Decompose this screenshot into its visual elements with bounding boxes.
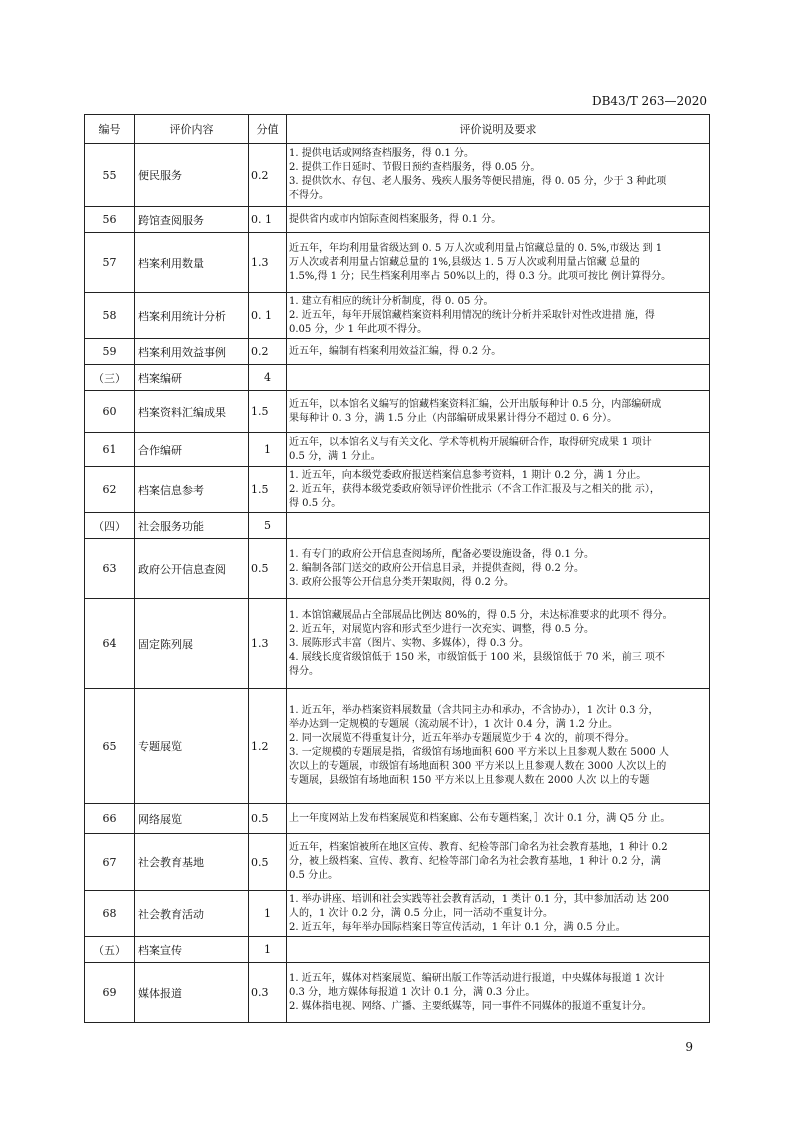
description-line: 0.5 分，满 1 分止。 [289, 450, 381, 462]
table-row [85, 539, 710, 599]
description-line: 1. 近五年，向本级党委政府报送档案信息参考资料，1 期计 0.2 分，满 1 分止。 [289, 469, 647, 481]
cell-score: 0.2 [249, 144, 287, 207]
description-line: 近五年，档案馆被所在地区宣传、教育、纪检等部门命名为社会教育基地，1 种计 0.2 [289, 842, 668, 853]
table-row [85, 233, 710, 293]
table-row [85, 293, 710, 339]
cell-description [287, 539, 710, 599]
table-row [85, 144, 710, 207]
description-line: 得分。 [289, 665, 319, 677]
cell-content: 档案利用数量 [135, 233, 249, 293]
description-line: 提供省内或市内馆际查阅档案服务，得 0.1 分。 [289, 213, 502, 225]
cell-content: 政府公开信息查阅 [135, 539, 249, 599]
cell-number: 61 [85, 433, 135, 467]
description-line: 2. 编制各部门送交的政府公开信息目录，并提供查阅，得 0.2 分。 [289, 562, 584, 574]
cell-score: 4 [249, 365, 287, 391]
page-number: 9 [685, 1040, 693, 1054]
cell-content: 档案编研 [135, 365, 249, 391]
cell-number: 68 [85, 891, 135, 937]
cell-content: 档案利用统计分析 [135, 293, 249, 339]
cell-content: 社会服务功能 [135, 513, 249, 539]
table-row [85, 891, 710, 937]
description-line: 0.3 分，地方媒体每报道 1 次计 0.1 分，满 0.3 分止。 [289, 986, 536, 998]
cell-number: 63 [85, 539, 135, 599]
cell-content: 档案资料汇编成果 [135, 391, 249, 433]
cell-content: 社会教育基地 [135, 834, 249, 891]
description-line: 1. 有专门的政府公开信息查阅场所，配备必要设施设备，得 0.1 分。 [289, 548, 594, 560]
cell-score: 0.5 [249, 539, 287, 599]
cell-number: 65 [85, 689, 135, 804]
table-row [85, 513, 710, 539]
table-row [85, 963, 710, 1023]
description-line: 1. 举办讲座、培训和社会实践等社会教育活动，1 类计 0.1 分，其中参加活动 达 200 [289, 893, 669, 905]
cell-content: 便民服务 [135, 144, 249, 207]
description-line: 1. 近五年，举办档案资料展数量（含共同主办和承办，不含协办），1 次计 0.3 分， [289, 705, 659, 716]
cell-number: （五） [85, 937, 135, 963]
cell-description [287, 834, 710, 891]
cell-number: 56 [85, 207, 135, 233]
cell-description [287, 233, 710, 293]
cell-number: 58 [85, 293, 135, 339]
table-header-row [85, 115, 710, 144]
cell-description [287, 689, 710, 804]
description-line: 0.05 分，少 1 年此项不得分。 [289, 323, 428, 335]
description-line: 3. 一定规模的专题展是指，省级馆有场地面积 600 平方米以上且参观人数在 5000 人 [289, 747, 669, 758]
document-code: DB43/T 263—2020 [591, 94, 707, 108]
description-line: 2. 同一次展览不得重复计分，近五年举办专题展览少于 4 次的，前项不得分。 [289, 733, 635, 744]
description-line: 近五年，编制有档案利用效益汇编，得 0.2 分。 [289, 345, 502, 357]
cell-score: 1 [249, 937, 287, 963]
column-header-content: 评价内容 [135, 115, 249, 144]
cell-score: 0.5 [249, 834, 287, 891]
description-line: 2. 近五年，每年举办国际档案日等宣传活动，1 年计 0.1 分，满 0.5 分止。 [289, 921, 626, 933]
cell-score: 1.3 [249, 233, 287, 293]
cell-description [287, 339, 710, 365]
cell-content: 网络展览 [135, 804, 249, 834]
cell-content: 媒体报道 [135, 963, 249, 1023]
description-line: 3. 展陈形式丰富（图片、实物、多媒体），得 0.3 分。 [289, 637, 529, 649]
description-line: 1. 近五年，媒体对档案展览、编研出版工作等活动进行报道，中央媒体每报道 1 次计 [289, 972, 665, 984]
cell-content: 档案宣传 [135, 937, 249, 963]
cell-description [287, 391, 710, 433]
cell-score: 0.3 [249, 963, 287, 1023]
cell-content: 跨馆查阅服务 [135, 207, 249, 233]
cell-score: 1 [249, 433, 287, 467]
cell-description [287, 599, 710, 689]
cell-score: 0.2 [249, 339, 287, 365]
cell-number: 60 [85, 391, 135, 433]
cell-content: 社会教育活动 [135, 891, 249, 937]
cell-content: 合作编研 [135, 433, 249, 467]
description-line: 1. 本馆馆藏展品占全部展品比例达 80%的，得 0.5 分，未达标准要求的此项不 得分。 [289, 609, 673, 621]
description-line: 0.5 分止。 [289, 870, 339, 881]
description-line: 2. 近五年，每年开展馆藏档案资料利用情况的统计分析并采取针对性改进措 施，得 [289, 309, 655, 321]
description-line: 2. 提供工作日延时、节假日预约查档服务，得 0.05 分。 [289, 162, 541, 173]
cell-description [287, 207, 710, 233]
cell-number: 59 [85, 339, 135, 365]
cell-number: 67 [85, 834, 135, 891]
cell-score: 0. 1 [249, 207, 287, 233]
table-row [85, 391, 710, 433]
cell-score: 0. 1 [249, 293, 287, 339]
description-line: 分，被上级档案、宣传、教育、纪检等部门命名为社会教育基地，1 种计 0.2 分，满 [289, 856, 661, 867]
description-line: 近五年，年均利用量省级达到 0. 5 万人次或利用量占馆藏总量的 0. 5%,市级达 到 1 [289, 242, 663, 254]
table-row [85, 365, 710, 391]
column-header-number: 编号 [85, 115, 135, 144]
description-line: 人的，1 次计 0.2 分，满 0.5 分止，同一活动不重复计分。 [289, 907, 554, 919]
cell-description [287, 433, 710, 467]
table-row [85, 433, 710, 467]
cell-score: 1.2 [249, 689, 287, 804]
cell-number: 62 [85, 467, 135, 513]
cell-number: 64 [85, 599, 135, 689]
description-line: 近五年，以本馆名义编写的馆藏档案资料汇编，公开出版每种计 0.5 分，内部编研成 [289, 398, 662, 410]
description-line: 2. 媒体指电视、网络、广播、主要纸媒等，同一事件不同媒体的报道不重复计分。 [289, 1000, 652, 1012]
table-row [85, 937, 710, 963]
description-line: 3. 提供饮水、存包、老人服务、残疾人服务等便民措施，得 0. 05 分，少于 3 种此项 [289, 176, 667, 187]
table-row [85, 467, 710, 513]
table-row [85, 804, 710, 834]
cell-description [287, 365, 710, 391]
description-line: 专题展，县级馆有场地面积 150 平方米以上且参观人数在 2000 人次 以上的专题 [289, 775, 650, 786]
cell-score: 1.5 [249, 467, 287, 513]
description-line: 万人次或者利用量占馆藏总量的 1%,县级达 1. 5 万人次或利用量占馆藏 总量的 [289, 256, 640, 268]
evaluation-table [84, 114, 710, 1023]
description-line: 2. 近五年，对展览内容和形式至少进行一次充实、调整，得 0.5 分。 [289, 623, 594, 635]
cell-description [287, 937, 710, 963]
column-header-score: 分值 [249, 115, 287, 144]
cell-description [287, 513, 710, 539]
table-row [85, 689, 710, 804]
column-header-description: 评价说明及要求 [287, 115, 710, 144]
description-line: 得 0.5 分。 [289, 497, 342, 509]
description-line: 不得分。 [289, 190, 329, 201]
cell-score: 5 [249, 513, 287, 539]
description-line: 1. 提供电话或网络查档服务，得 0.1 分。 [289, 148, 474, 159]
description-line: 2. 近五年，获得本级党委政府领导评价性批示（不含工作汇报及与之相关的批 示）， [289, 483, 660, 495]
table-row [85, 207, 710, 233]
description-line: 果每种计 0. 3 分，满 1.5 分止（内部编研成果累计得分不超过 0. 6 分）。 [289, 412, 618, 424]
table-row [85, 599, 710, 689]
cell-content: 档案信息参考 [135, 467, 249, 513]
cell-content: 专题展览 [135, 689, 249, 804]
cell-score: 1 [249, 891, 287, 937]
description-line: 1. 建立有相应的统计分析制度，得 0. 05 分。 [289, 295, 494, 307]
description-line: 4. 展线长度省级馆低于 150 米，市级馆低于 100 米，县级馆低于 70 米，前三 项不 [289, 651, 665, 663]
cell-content: 档案利用效益事例 [135, 339, 249, 365]
cell-number: 57 [85, 233, 135, 293]
description-line: 举办达到一定规模的专题展（流动展不计），1 次计 0.4 分，满 1.2 分止。 [289, 719, 619, 730]
table-body [85, 144, 710, 1023]
description-line: 近五年，以本馆名义与有关文化、学术等机构开展编研合作，取得研究成果 1 项计 [289, 436, 652, 448]
cell-number: 55 [85, 144, 135, 207]
cell-score: 0.5 [249, 804, 287, 834]
cell-description [287, 963, 710, 1023]
cell-score: 1.5 [249, 391, 287, 433]
table-row [85, 834, 710, 891]
cell-number: （三） [85, 365, 135, 391]
description-line: 次以上的专题展，市级馆有场地面积 300 平方米以上且参观人数在 3000 人次以上的 [289, 761, 667, 772]
cell-description [287, 144, 710, 207]
table-row [85, 339, 710, 365]
cell-description [287, 891, 710, 937]
description-line: 1.5%,得 1 分；民生档案利用率占 50%以上的，得 0.3 分。此项可按比 例计算得分。 [289, 270, 672, 282]
description-line: 3. 政府公报等公开信息分类开架取阅，得 0.2 分。 [289, 576, 514, 588]
cell-score: 1.3 [249, 599, 287, 689]
cell-description [287, 293, 710, 339]
cell-number: （四） [85, 513, 135, 539]
cell-description [287, 467, 710, 513]
cell-number: 66 [85, 804, 135, 834]
cell-description [287, 804, 710, 834]
cell-number: 69 [85, 963, 135, 1023]
description-line: 上一年度网站上发布档案展览和档案廊、公布专题档案，］次计 0.1 分，满 Q5 分 止。 [289, 812, 671, 824]
cell-content: 固定陈列展 [135, 599, 249, 689]
